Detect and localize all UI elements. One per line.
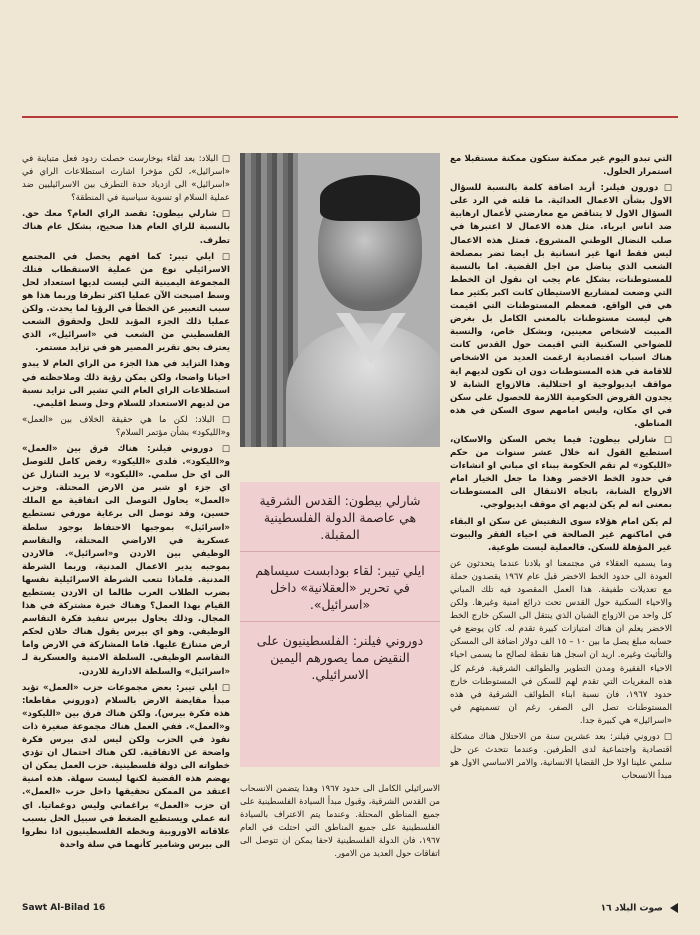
article-left-column — [22, 153, 230, 888]
pull-quotes-box — [240, 482, 440, 767]
article-paragraph: □ البلاد: لكن ما هي حقيقة الخلاف بين «العمل» و«الليكود» بشأن مؤتمر السلام؟ — [22, 414, 230, 438]
article-paragraph: □ دوروني فيلنر: بعد عشرين سنة من الاحتلال هناك مشكلة اقتصادية واجتماعية لدى الطرفين. وعندما نتحدث عن حل سلمي علينا اولا حل القضايا الانسانية، والامر الاساسي الاول هو مبدأ الانسحاب — [450, 732, 672, 782]
arrow-icon — [670, 903, 678, 913]
article-paragraph: □ دورون فيلنر: أريد اضافة كلمة بالنسبة للسؤال الاول بشأن الاعمال العدائية. ما قلته في الرد على السؤال الاول لا يتناقض مع معارضتي لأعمال ارهابية ضد اناس ابرياء. مثل هذه الاعمال لا اعتبرها في صلب النضال الوطني المشروع. فمثل هذه الاعمال ليس فقط انها غير انسانية بل ايضا تضر بمصلحة الشعب الذي يناضل من اجل القضية. اما بالنسبة للمستوطنات، بشكل عام يجب ان نقول ان الخطط التي وضعت لمشاريع الاستيطان كانت اكبر بكثير مما هي في الواقع. فمعظم المستوطنات التي اقيمت هي ليست مستوطنات بالمعنى الكامل بل بغرض المبيت لاشخاص معينين، وبشكل خاص، والنسبة للضواحي السكنية التي اقيمت حول القدس كانت هناك اسباب اقتصادية ارغمت العديد من الاشخاص للاقامة في هذه المستوطنات دون ان تكون لديهم اية مواقف ايديولوجية او احتلالية. فالازواج الشابة لا يجدون القروض الحكومية اللازمة للحصول على سكن في اي مكان، وليس امامهم سوى السكن في هذه المناطق. — [450, 183, 672, 429]
article-paragraph: □ ايلي تيبر: بعض مجموعات حزب «العمل» تؤيد مبدأ مقايضة الارض بالسلام (دوروني مقاطعا: هذه فكرة بيرس). ولكن هناك فرق بين «الليكود» و«العمل». ففي العمل هناك مجموعة صغيرة ذات نفوذ في الحزب ولكن ليس لدى بيرس فكرة واضحة عن الاتفاقية. لكن هناك احتمال ان تؤدي خطواته الى دولة فلسطينية. حزب العمل يمكن ان يهضم هذه القضية لكنها ليست سهلة. هذه امنية اعتقد من الممكن تحقيقها داخل حزب «العمل». ان حزب «العمل» براغماتي وليس دوغماتيا. اي انه عملي ويستطيع الضغط في سبيل الحل بسبب علاقاته الاوروبية وبخطه الفلسطينيون اذا نظروا الى بيرس وشامير كأنهما في سلة واحدة — [22, 682, 230, 850]
pull-quote: ايلي تيبر: لقاء بودابست سيساهم في تحرير «العقلانية» داخل «اسرائيل». — [240, 551, 440, 621]
article-paragraph: الاسرائيلي الكامل الى حدود ١٩٦٧ وهذا يتضمن الانسحاب من القدس الشرقية، وقبول مبدأ السيادة الفلسطينية على جميع المناطق المحتلة. وعندما يتم الاعتراف بالسيادة الفلسطينية على جميع المناطق التي احتلت في العام ١٩٦٧، فان الدولة الفلسطينية لاحقا يمكن ان تتوصل الى اتفاقات حول العديد من الامور. — [240, 783, 440, 859]
folio-arabic — [601, 903, 678, 914]
article-paragraph: □ شارلي بيطون: فيما يخص السكن والاسكان، استطيع القول انه خلال عشر سنوات من حكم «الليكود» لم تقم الحكومة ببناء اي مباني او انشاءات في حدود الخط الاخضر وهذا ما جعل الخيار امام الازواج الشابة، باتجاه الانتقال الى المستوطنات بمعنى انه لم يكن لديهم اي موقف ايديولوجي. — [450, 434, 672, 511]
article-paragraph: وهذا التزايد في هذا الجزء من الراي العام لا يبدو احيانا واضحا، ولكن يمكن رؤية ذلك وملاحظته في استطلاعات الراي العام التي تشير الى تزايد نسبة من لديهم الاستعداد للسلام وحل وسط اقليمي. — [22, 359, 230, 409]
portrait-photo — [240, 153, 440, 447]
pull-quote: دوروني فيلنر: الفلسطينيون على النقيض مما يصورهم اليمين الاسرائيلي. — [240, 621, 440, 691]
article-paragraph: التي تبدو اليوم غير ممكنة ستكون ممكنة مستقبلا مع استمرار الحلول. — [450, 154, 672, 178]
folio-latin: Sawt Al-Bilad 16 — [22, 903, 106, 913]
article-paragraph: □ ايلي تيبر: كما افهم يحصل في المجتمع الاسرائيلي نوع من عملية الاستقطاب فتلك المجموعة اليمينية التي ليست لديها استعداد لحل وسط اصبحت الآن عمليا اكثر تطرفا وربما هذا هو سبب التعبير عن الخطأ في الرؤيا لما يحدث. ولكن عمليا ذلك الجزء المؤيد للحل ولحقوق الشعب الفلسطيني من الشعب في «اسرائيل»، الذي يعترف بحق تقرير المصير هو في تزايد مستمر. — [22, 251, 230, 354]
article-paragraph: وما يسميه العقلاء في مجتمعنا او بلادنا عندما يتحدثون عن العودة الى حدود الخط الاخضر قبل عام ١٩٦٧ يقصدون حملة مع تعديلات طفيفة. هذا العمل المقصود فيه تلك المباني والاحياء السكنية حول القدس تحت ذرائع امنية وغيرها. ولكن كل واحد من الازواج الشبان الذي ينتقل الى السكن خارج الخط الاخضر يعلم ان هناك امتيازات كبيرة تقدم له. كان يوضع في حسابه مبلغ يصل ما بين ١٠ – ١٥ الف دولار اضافة الى المسكن والتأثيث وغيره. اريد ان اسجل هنا نقطة لصالح ما يسمى احياء الاحياء الفقيرة ومدن التطوير والطوائف الشرقية. فرغم كل هذه المغريات التي تقدم لهم للسكن في المستوطنات خارج حدود ١٩٦٧، فان نسبة ابناء الطوائف الشرقية في هذه المستوطنات تصل الى الصفر، رغم ان تسميتهم في «اسرائيل» هي كبيرة جدا. — [450, 558, 672, 726]
portrait-hair — [320, 175, 420, 221]
article-right-column — [450, 153, 672, 888]
article-paragraph: □ شارلي بيطون: تقصد الراي العام؟ معك حق. بالنسبة للراي العام هذا صحيح، بشكل عام هناك تطرف. — [22, 209, 230, 246]
article-paragraph: □ البلاد: بعد لقاء بوخارست حصلت ردود فعل متباينة في «اسرائيل»، لكن مؤخرا اشارت استطلاعات الراي في «اسرائيل» الى ازدياد حدة التطرف بين الاسرائيليين ضد عملية السلام او تسوية سياسية في المنطقة؟ — [22, 154, 230, 204]
top-rule — [22, 116, 678, 118]
pull-quote: شارلي بيطون: القدس الشرقية هي عاصمة الدولة الفلسطينية المقبلة. — [259, 493, 421, 542]
article-middle-column — [240, 782, 440, 882]
article-paragraph: لم يكن امام هؤلاء سوى التفتيش عن سكن او البقاء في اماكنهم غير الصالحة في احياء الفقر والبيوت غير المؤهلة للسكن. فالعملية ليست طوعية. — [450, 516, 672, 553]
article-paragraph: □ دوروني فيلنر: هناك فرق بين «العمل» و«الليكود». فلدى «الليكود» رفض كامل للتوصل الى اي حل سلمي. «الليكود» لا يريد التنازل عن اي جزء او شبر من الارض المحتلة. وحزب «العمل» يحاول التوصل الى اتفاقية مع الملك حسين، وقد توصل الى برعاية مورفي تستطيع «اسرائيل» بموجبها الاحتفاظ بوجود سلطة عسكرية في الاراضي المحتلة، والتقاسم الوظيفي بين الاردن و«اسرائيل». فالاردن بموجبه يدير الاعمال المدنية، وربما الشرطة المدنية. فلماذا تتعب الشرطة الاسرائيلية نفسها بضرب الطلاب العرب طالما ان الاردن يستطيع القيام بهذا العمل؟ وهناك خبرة مشتركة في هذا المجال. وذلك يحاول بيرس تنفيذ فكرة التقاسم الوظيفي. وهو اي بيرس يقول هناك حلان لحكم ارض متنازع عليها. فاما المشاركة في الارض واما التقاسم الوظيفي. السلطة الامنية والعسكرية لـ «اسرائيل» والسلطة الادارية للاردن. — [22, 443, 230, 677]
folio-arabic-text: صوت البلاد ١٦ — [600, 903, 663, 914]
